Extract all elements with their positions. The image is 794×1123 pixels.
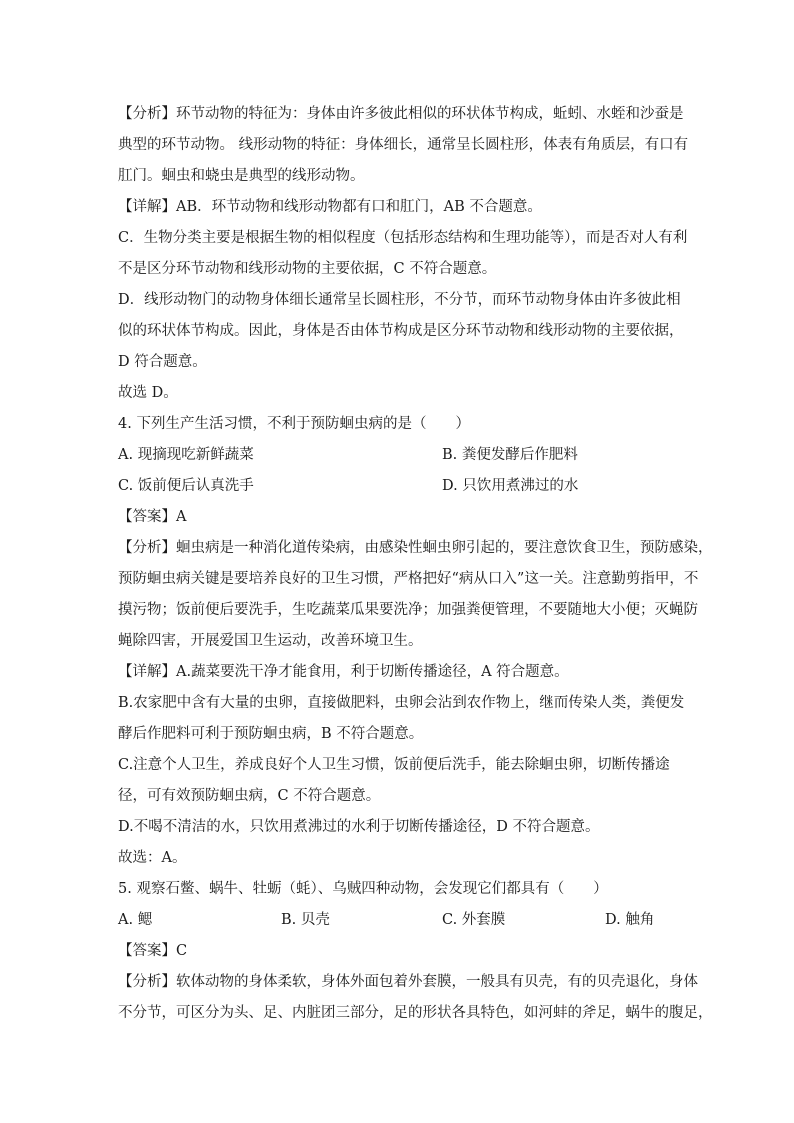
q4-option-d: D. 只饮用煮沸过的水	[442, 478, 579, 494]
q4-analysis-line-3: 摸污物；饭前便后要洗手，生吃蔬菜瓜果要洗净；加强粪便管理，不要随地大小便；灭蝇防	[118, 602, 698, 618]
q4-choice: 故选：A。	[118, 850, 187, 866]
detail-line-6: D 符合题意。	[118, 354, 207, 370]
question-5-stem: 5. 观察石鳖、蜗牛、牡蛎（蚝）、乌贼四种动物，会发现它们都具有（ ）	[118, 881, 608, 897]
q4-detail-line-6: D.不喝不清洁的水，只饮用煮沸过的水利于切断传播途径，D 不符合题意。	[118, 819, 600, 835]
q4-analysis-line-2: 预防蛔虫病关键是要培养良好的卫生习惯，严格把好“病从口入”这一关。注意勤剪指甲，不	[118, 571, 699, 587]
analysis-line-2: 典型的环节动物。 线形动物的特征：身体细长，通常呈长圆柱形，体表有角质层，有口有	[118, 137, 689, 153]
q4-detail-line-3: 酵后作肥料可利于预防蛔虫病，B 不符合题意。	[118, 726, 424, 742]
q5-option-c: C. 外套膜	[442, 912, 506, 928]
choice-line: 故选 D。	[118, 385, 178, 401]
q5-option-b: B. 贝壳	[281, 912, 330, 928]
detail-line-3: 不是区分环节动物和线形动物的主要依据，C 不符合题意。	[118, 261, 497, 277]
q5-answer: 【答案】C	[118, 943, 188, 959]
detail-line-2: C．生物分类主要是根据生物的相似程度（包括形态结构和生理功能等），而是否对人有利	[118, 230, 688, 246]
q5-analysis-line-2: 不分节，可区分为头、足、内脏团三部分，足的形状各具特色，如河蚌的斧足，蜗牛的腹足，	[118, 1005, 713, 1021]
q4-option-c: C. 饭前便后认真洗手	[118, 478, 254, 494]
question-4-stem: 4. 下列生产生活习惯，不利于预防蛔虫病的是（ ）	[118, 416, 470, 432]
q4-detail-line-2: B.农家肥中含有大量的虫卵，直接做肥料，虫卵会沾到农作物上，继而传染人类，粪便发	[118, 695, 685, 711]
q5-analysis-line-1: 【分析】软体动物的身体柔软，身体外面包着外套膜，一般具有贝壳，有的贝壳退化，身体	[118, 974, 698, 990]
analysis-line-3: 肛门。蛔虫和蛲虫是典型的线形动物。	[118, 168, 365, 184]
q4-answer: 【答案】A	[118, 509, 187, 525]
q4-option-a: A. 现摘现吃新鲜蔬菜	[118, 447, 254, 463]
q4-option-b: B. 粪便发酵后作肥料	[442, 447, 578, 463]
q4-detail-line-4: C.注意个人卫生，养成良好个人卫生习惯，饭前便后洗手，能去除蛔虫卵，切断传播途	[118, 757, 670, 773]
q5-option-a: A. 鳃	[118, 912, 153, 928]
q4-detail-line-5: 径，可有效预防蛔虫病，C 不符合题意。	[118, 788, 381, 804]
detail-line-1: 【详解】AB．环节动物和线形动物都有口和肛门，AB 不合题意。	[118, 199, 542, 215]
q5-option-d: D. 触角	[605, 912, 655, 928]
analysis-line-1: 【分析】环节动物的特征为：身体由许多彼此相似的环状体节构成，蚯蚓、水蛭和沙蚕是	[118, 106, 684, 122]
q4-analysis-line-1: 【分析】蛔虫病是一种消化道传染病，由感染性蛔虫卵引起的，要注意饮食卫生，预防感染，	[118, 540, 713, 556]
detail-line-5: 似的环状体节构成。因此，身体是否由体节构成是区分环节动物和线形动物的主要依据，	[118, 323, 684, 339]
q4-analysis-line-4: 蝇除四害，开展爱国卫生运动，改善环境卫生。	[118, 633, 423, 649]
q4-detail-line-1: 【详解】A.蔬菜要洗干净才能食用，利于切断传播途径，A 符合题意。	[118, 664, 569, 680]
detail-line-4: D．线形动物门的动物身体细长通常呈长圆柱形，不分节，而环节动物身体由许多彼此相	[118, 292, 681, 308]
